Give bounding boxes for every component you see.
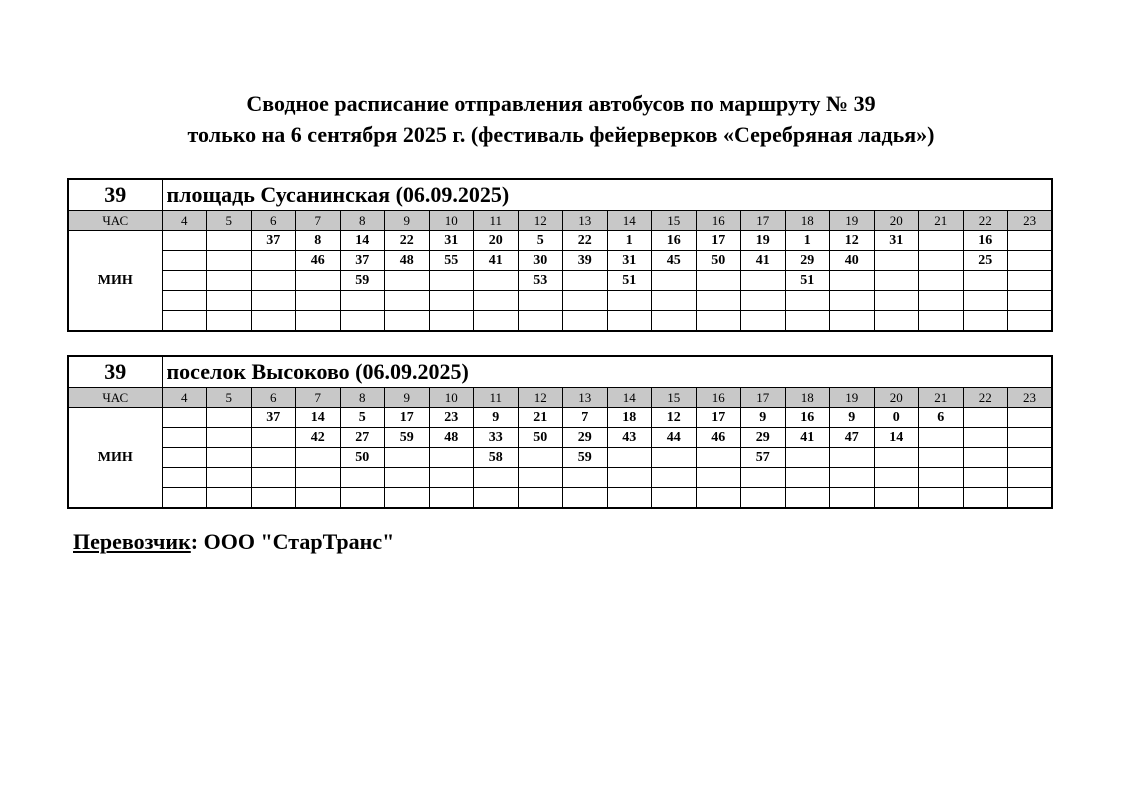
minute-cell	[207, 408, 252, 428]
route-number: 39	[68, 179, 162, 211]
minute-cell	[830, 271, 875, 291]
minute-cell	[696, 448, 741, 468]
minute-cell: 22	[563, 231, 608, 251]
minute-cell	[251, 428, 296, 448]
minute-cell	[207, 271, 252, 291]
minute-cell	[963, 468, 1008, 488]
minute-label: МИН	[68, 408, 162, 509]
minute-cell: 29	[785, 251, 830, 271]
minute-cell: 41	[741, 251, 786, 271]
minute-cell: 19	[741, 231, 786, 251]
minute-cell	[963, 291, 1008, 311]
minute-cell	[296, 311, 341, 332]
minute-cell	[296, 271, 341, 291]
minute-cell	[1008, 291, 1053, 311]
minute-cell	[385, 271, 430, 291]
minute-cell: 46	[296, 251, 341, 271]
minute-cell: 9	[741, 408, 786, 428]
minute-cell	[251, 271, 296, 291]
hour-cell: 12	[518, 211, 563, 231]
minute-cell	[1008, 488, 1053, 509]
minute-cell	[162, 488, 207, 509]
minute-cell	[207, 428, 252, 448]
minute-cell	[1008, 231, 1053, 251]
minute-cell	[607, 291, 652, 311]
minute-cell: 21	[518, 408, 563, 428]
minute-cell	[1008, 428, 1053, 448]
minute-cell	[963, 488, 1008, 509]
minute-cell	[385, 468, 430, 488]
minute-cell: 1	[607, 231, 652, 251]
minute-cell	[696, 271, 741, 291]
minute-cell	[830, 488, 875, 509]
hour-cell: 13	[563, 388, 608, 408]
minute-cell	[696, 468, 741, 488]
minute-cell	[162, 408, 207, 428]
minute-cell: 51	[607, 271, 652, 291]
minute-cell	[162, 311, 207, 332]
minute-cell: 41	[785, 428, 830, 448]
minute-cell: 17	[696, 231, 741, 251]
minute-cell	[162, 448, 207, 468]
minute-cell: 0	[874, 408, 919, 428]
minute-cell: 18	[607, 408, 652, 428]
minute-cell: 39	[563, 251, 608, 271]
hour-cell: 8	[340, 388, 385, 408]
hour-cell: 16	[696, 211, 741, 231]
minute-cell: 30	[518, 251, 563, 271]
minute-cell	[429, 488, 474, 509]
hour-cell: 10	[429, 388, 474, 408]
minute-cell	[919, 468, 964, 488]
minute-cell	[919, 488, 964, 509]
hour-cell: 22	[963, 211, 1008, 231]
minute-cell	[162, 251, 207, 271]
minute-cell	[251, 488, 296, 509]
minute-cell	[1008, 468, 1053, 488]
minute-cell	[830, 468, 875, 488]
minute-cell	[963, 428, 1008, 448]
minute-cell	[696, 488, 741, 509]
hour-cell: 8	[340, 211, 385, 231]
minute-cell: 59	[340, 271, 385, 291]
minute-cell	[1008, 271, 1053, 291]
minute-cell: 14	[340, 231, 385, 251]
minute-cell	[207, 468, 252, 488]
minute-cell	[207, 231, 252, 251]
minute-cell	[207, 448, 252, 468]
minute-cell: 33	[474, 428, 519, 448]
hour-cell: 14	[607, 211, 652, 231]
minute-cell: 23	[429, 408, 474, 428]
minute-cell: 45	[652, 251, 697, 271]
minute-cell	[874, 251, 919, 271]
schedule-table-vysokovo	[67, 355, 1053, 509]
minute-cell: 58	[474, 448, 519, 468]
minute-cell	[607, 488, 652, 509]
minute-cell	[162, 468, 207, 488]
minute-cell	[874, 448, 919, 468]
minute-cell	[385, 311, 430, 332]
minute-cell	[1008, 251, 1053, 271]
minute-cell	[1008, 311, 1053, 332]
minute-cell	[874, 291, 919, 311]
minute-cell: 9	[474, 408, 519, 428]
minute-cell: 9	[830, 408, 875, 428]
minute-cell: 7	[563, 408, 608, 428]
minute-cell: 59	[563, 448, 608, 468]
hour-label: ЧАС	[68, 211, 162, 231]
minute-cell: 22	[385, 231, 430, 251]
minute-cell: 41	[474, 251, 519, 271]
minute-cell	[385, 291, 430, 311]
carrier-info	[73, 529, 394, 555]
hour-cell: 19	[830, 388, 875, 408]
minute-cell	[518, 448, 563, 468]
minute-cell: 16	[652, 231, 697, 251]
minute-cell: 57	[741, 448, 786, 468]
minute-cell	[296, 468, 341, 488]
minute-cell	[919, 448, 964, 468]
minute-cell	[874, 468, 919, 488]
minute-cell	[607, 311, 652, 332]
minute-cell: 44	[652, 428, 697, 448]
hour-cell: 6	[251, 388, 296, 408]
stop-name: поселок Высоково (06.09.2025)	[162, 356, 1052, 388]
minute-cell	[251, 251, 296, 271]
minute-cell	[741, 311, 786, 332]
hour-cell: 6	[251, 211, 296, 231]
hour-cell: 21	[919, 388, 964, 408]
minute-cell	[830, 448, 875, 468]
minute-cell	[874, 271, 919, 291]
title-line-1: Сводное расписание отправления автобусов по маршруту № 39	[246, 91, 876, 116]
minute-cell: 31	[429, 231, 474, 251]
hour-cell: 21	[919, 211, 964, 231]
minute-cell: 40	[830, 251, 875, 271]
minute-cell	[518, 311, 563, 332]
minute-cell	[830, 311, 875, 332]
carrier-label: Перевозчик	[73, 529, 191, 554]
minute-cell	[429, 448, 474, 468]
hour-cell: 11	[474, 211, 519, 231]
minute-cell: 12	[652, 408, 697, 428]
minute-cell	[251, 291, 296, 311]
minute-cell	[607, 468, 652, 488]
minute-cell	[340, 488, 385, 509]
minute-cell	[919, 291, 964, 311]
minute-cell: 17	[696, 408, 741, 428]
minute-cell	[162, 428, 207, 448]
minute-cell	[474, 488, 519, 509]
hour-cell: 9	[385, 211, 430, 231]
minute-cell: 50	[340, 448, 385, 468]
minute-cell	[162, 271, 207, 291]
minute-cell	[919, 428, 964, 448]
minute-cell	[696, 291, 741, 311]
minute-cell: 5	[340, 408, 385, 428]
minute-cell	[251, 311, 296, 332]
minute-cell	[563, 468, 608, 488]
hour-cell: 16	[696, 388, 741, 408]
hour-cell: 7	[296, 388, 341, 408]
minute-cell: 53	[518, 271, 563, 291]
stop-name: площадь Сусанинская (06.09.2025)	[162, 179, 1052, 211]
minute-cell	[919, 311, 964, 332]
minute-cell: 29	[741, 428, 786, 448]
minute-cell	[518, 291, 563, 311]
minute-cell	[251, 448, 296, 468]
minute-cell: 6	[919, 408, 964, 428]
minute-cell	[652, 448, 697, 468]
minute-cell	[563, 488, 608, 509]
hour-cell: 15	[652, 211, 697, 231]
carrier-name: : ООО "СтарТранс"	[190, 529, 395, 554]
minute-cell: 47	[830, 428, 875, 448]
minute-cell	[563, 311, 608, 332]
minute-cell	[652, 271, 697, 291]
minute-cell: 5	[518, 231, 563, 251]
minute-cell	[919, 231, 964, 251]
minute-cell	[785, 488, 830, 509]
hour-cell: 13	[563, 211, 608, 231]
minute-cell	[385, 448, 430, 468]
minute-cell: 31	[874, 231, 919, 251]
minute-cell: 51	[785, 271, 830, 291]
hour-cell: 7	[296, 211, 341, 231]
minute-cell: 16	[963, 231, 1008, 251]
minute-cell: 48	[385, 251, 430, 271]
minute-cell	[474, 468, 519, 488]
minute-cell: 50	[518, 428, 563, 448]
minute-cell	[162, 231, 207, 251]
hour-cell: 4	[162, 211, 207, 231]
minute-cell	[563, 291, 608, 311]
minute-cell	[607, 448, 652, 468]
hour-label: ЧАС	[68, 388, 162, 408]
minute-cell	[429, 271, 474, 291]
minute-cell	[563, 271, 608, 291]
minute-cell	[785, 468, 830, 488]
minute-cell	[296, 291, 341, 311]
hour-cell: 5	[207, 211, 252, 231]
hour-cell: 11	[474, 388, 519, 408]
minute-cell	[429, 311, 474, 332]
minute-cell	[296, 488, 341, 509]
minute-cell	[963, 408, 1008, 428]
hour-cell: 22	[963, 388, 1008, 408]
minute-cell	[963, 271, 1008, 291]
minute-cell	[474, 271, 519, 291]
title-line-2: только на 6 сентября 2025 г. (фестиваль фейерверков «Серебряная ладья»)	[187, 122, 935, 147]
minute-cell	[652, 468, 697, 488]
minute-cell: 37	[340, 251, 385, 271]
minute-cell: 14	[296, 408, 341, 428]
minute-cell	[340, 311, 385, 332]
minute-cell	[652, 488, 697, 509]
minute-cell: 25	[963, 251, 1008, 271]
hour-cell: 12	[518, 388, 563, 408]
minute-cell	[518, 488, 563, 509]
minute-cell: 48	[429, 428, 474, 448]
page-title	[0, 88, 1122, 150]
minute-cell	[741, 291, 786, 311]
hour-cell: 23	[1008, 211, 1053, 231]
minute-cell	[340, 468, 385, 488]
minute-cell	[340, 291, 385, 311]
minute-cell: 12	[830, 231, 875, 251]
minute-cell	[874, 488, 919, 509]
minute-cell	[652, 291, 697, 311]
minute-cell: 16	[785, 408, 830, 428]
minute-cell: 55	[429, 251, 474, 271]
hour-cell: 5	[207, 388, 252, 408]
minute-cell: 59	[385, 428, 430, 448]
hour-cell: 9	[385, 388, 430, 408]
hour-cell: 4	[162, 388, 207, 408]
minute-label: МИН	[68, 231, 162, 332]
minute-cell	[1008, 408, 1053, 428]
minute-cell	[296, 448, 341, 468]
minute-cell: 42	[296, 428, 341, 448]
minute-cell	[207, 311, 252, 332]
minute-cell	[385, 488, 430, 509]
minute-cell	[429, 468, 474, 488]
minute-cell	[696, 311, 741, 332]
minute-cell	[429, 291, 474, 311]
minute-cell: 50	[696, 251, 741, 271]
minute-cell	[785, 448, 830, 468]
minute-cell: 20	[474, 231, 519, 251]
minute-cell	[162, 291, 207, 311]
hour-cell: 17	[741, 388, 786, 408]
hour-cell: 20	[874, 388, 919, 408]
minute-cell	[474, 291, 519, 311]
hour-cell: 17	[741, 211, 786, 231]
minute-cell	[741, 488, 786, 509]
minute-cell	[963, 311, 1008, 332]
minute-cell	[741, 468, 786, 488]
hour-cell: 10	[429, 211, 474, 231]
schedule-table-susaninskaya	[67, 178, 1053, 332]
hour-cell: 14	[607, 388, 652, 408]
minute-cell: 43	[607, 428, 652, 448]
hour-cell: 18	[785, 388, 830, 408]
minute-cell	[919, 271, 964, 291]
minute-cell	[652, 311, 697, 332]
minute-cell	[785, 291, 830, 311]
minute-cell: 14	[874, 428, 919, 448]
minute-cell: 29	[563, 428, 608, 448]
hour-cell: 23	[1008, 388, 1053, 408]
minute-cell	[1008, 448, 1053, 468]
minute-cell: 31	[607, 251, 652, 271]
minute-cell	[830, 291, 875, 311]
minute-cell	[207, 488, 252, 509]
minute-cell: 17	[385, 408, 430, 428]
minute-cell	[474, 311, 519, 332]
minute-cell	[518, 468, 563, 488]
minute-cell	[919, 251, 964, 271]
hour-cell: 18	[785, 211, 830, 231]
minute-cell	[785, 311, 830, 332]
minute-cell: 1	[785, 231, 830, 251]
minute-cell: 37	[251, 231, 296, 251]
minute-cell	[963, 448, 1008, 468]
minute-cell: 37	[251, 408, 296, 428]
hour-cell: 19	[830, 211, 875, 231]
minute-cell: 46	[696, 428, 741, 448]
minute-cell	[251, 468, 296, 488]
minute-cell	[741, 271, 786, 291]
minute-cell	[874, 311, 919, 332]
hour-cell: 15	[652, 388, 697, 408]
hour-cell: 20	[874, 211, 919, 231]
minute-cell: 8	[296, 231, 341, 251]
minute-cell	[207, 291, 252, 311]
minute-cell	[207, 251, 252, 271]
minute-cell: 27	[340, 428, 385, 448]
route-number: 39	[68, 356, 162, 388]
